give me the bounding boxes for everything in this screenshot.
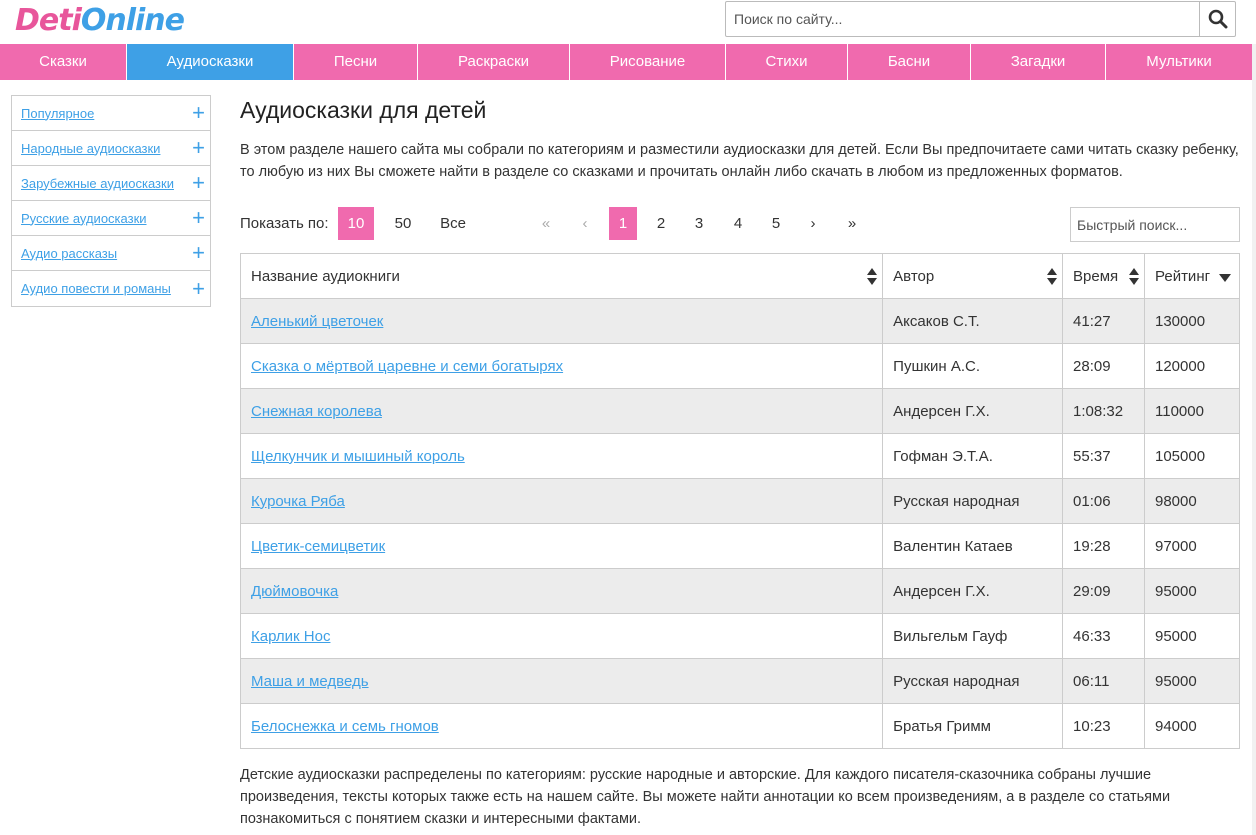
sort-both-icon[interactable] [1129,268,1139,285]
table-row [241,569,1240,614]
sidebar-link[interactable]: Зарубежные аудиосказки [21,175,174,191]
book-time: 41:27 [1063,299,1145,344]
book-time: 1:08:32 [1063,389,1145,434]
sort-desc-icon[interactable] [1219,274,1231,282]
nav-basni[interactable]: Басни [848,44,971,80]
book-title-cell [241,614,883,659]
search-button[interactable] [1199,2,1235,36]
book-title-cell [241,569,883,614]
show-per-page-label: Показать по: [240,215,329,232]
table-controls [240,207,1240,241]
site-search [725,1,1236,37]
sidebar-link[interactable]: Популярное [21,105,95,121]
book-time: 28:09 [1063,344,1145,389]
book-title-cell [241,524,883,569]
book-author: Вильгельм Гауф [883,614,1063,659]
book-rating: 130000 [1145,299,1240,344]
expand-plus-icon[interactable]: + [192,275,205,301]
book-author: Аксаков С.Т. [883,299,1063,344]
audiobooks-table [240,253,1240,749]
book-author: Валентин Катаев [883,524,1063,569]
book-rating: 120000 [1145,344,1240,389]
table-row [241,389,1240,434]
book-rating: 105000 [1145,434,1240,479]
book-title-cell [241,344,883,389]
book-time: 29:09 [1063,569,1145,614]
sidebar-link[interactable]: Народные аудиосказки [21,140,161,156]
book-rating: 95000 [1145,614,1240,659]
pager-prev[interactable]: ‹ [582,215,588,232]
nav-stihi[interactable]: Стихи [726,44,848,80]
nav-skazki[interactable]: Сказки [0,44,127,80]
book-link[interactable]: Щелкунчик и мышиный король [251,447,465,465]
pager-page-3[interactable]: 3 [694,215,704,232]
logo-deti: Deti [15,3,81,38]
per-page-50[interactable]: 50 [394,215,412,232]
book-author: Андерсен Г.Х. [883,389,1063,434]
expand-plus-icon[interactable]: + [192,205,205,230]
column-title-label: Название аудиокниги [251,267,400,285]
nav-pesni[interactable]: Песни [294,44,418,80]
book-title-cell [241,704,883,749]
expand-plus-icon[interactable]: + [192,135,205,160]
book-author: Русская народная [883,479,1063,524]
book-link[interactable]: Дюймовочка [251,582,339,600]
expand-plus-icon[interactable]: + [192,240,205,265]
column-header-time[interactable] [1063,254,1145,299]
book-link[interactable]: Цветик-семицветик [251,537,386,555]
nav-multiki[interactable]: Мультики [1146,53,1212,70]
table-row [241,344,1240,389]
site-header [0,0,1256,44]
pager-first[interactable]: « [541,215,551,232]
expand-plus-icon[interactable]: + [192,100,205,125]
sort-both-icon[interactable] [867,268,877,285]
book-rating: 94000 [1145,704,1240,749]
logo-online: Online [80,3,185,38]
book-rating: 95000 [1145,569,1240,614]
book-link[interactable]: Сказка о мёртвой царевне и семи богатырях [251,357,564,375]
column-rating-label: Рейтинг [1155,267,1211,285]
pager-page-5[interactable]: 5 [771,215,781,232]
sort-both-icon[interactable] [1047,268,1057,285]
quick-search-input[interactable] [1070,207,1240,242]
book-link[interactable]: Белоснежка и семь гномов [251,717,439,735]
pager-page-4[interactable]: 4 [733,215,743,232]
main-content [240,95,1240,183]
search-icon [1208,9,1228,29]
pager-page-2[interactable]: 2 [656,215,666,232]
book-link[interactable]: Маша и медведь [251,672,369,690]
per-page-all[interactable]: Все [440,215,466,232]
sidebar-item-novels [12,271,210,306]
search-input[interactable] [726,2,1199,36]
table-row [241,524,1240,569]
column-header-rating[interactable] [1145,254,1240,299]
book-link[interactable]: Снежная королева [251,402,382,420]
book-title-cell [241,299,883,344]
intro-text: В этом разделе нашего сайта мы собрали по категориям и разместили аудиосказки для детей. Если Вы предпочитаете сами читать сказку ребенку, то любую из них Вы сможете найти в разделе со сказками и прочитать онлайн либо скачать в любом из предложенных форматов. [240,142,1239,180]
book-link[interactable]: Карлик Нос [251,627,331,645]
sidebar-link[interactable]: Аудио повести и романы [21,281,171,296]
column-time-label: Время [1073,267,1119,285]
nav-raskraski[interactable]: Раскраски [418,44,570,80]
book-rating: 98000 [1145,479,1240,524]
table-row [241,614,1240,659]
sidebar-item-stories [12,236,210,271]
nav-zagadki[interactable]: Загадки [971,44,1106,80]
book-title-cell [241,659,883,704]
book-time: 10:23 [1063,704,1145,749]
book-time: 06:11 [1063,659,1145,704]
book-title-cell [241,434,883,479]
book-link[interactable]: Аленький цветочек [251,312,384,330]
book-author: Русская народная [883,659,1063,704]
site-logo[interactable] [15,2,184,40]
column-header-title[interactable] [241,254,883,299]
expand-plus-icon[interactable]: + [192,170,205,195]
sidebar-link[interactable]: Русские аудиосказки [21,210,147,226]
book-author: Братья Гримм [883,704,1063,749]
sidebar-item-folk [12,131,210,166]
sidebar-link[interactable]: Аудио рассказы [21,245,118,261]
table-row [241,299,1240,344]
book-time: 01:06 [1063,479,1145,524]
footer-description: Детские аудиосказки распределены по категориям: русские народные и авторские. Для каждого писателя-сказочника собраны лучшие произведения, тексты которых также есть на нашем сайте. Вы можете найти аннотации ко всем произведениям, а в разделе со статьями познакомиться с понятием сказки и интересными фактами. [240,767,1171,827]
sidebar-item-foreign [12,166,210,201]
main-nav [0,44,1252,80]
page-title: Аудиосказки для детей [240,97,487,123]
pager-next[interactable]: › [810,215,816,232]
per-page-10[interactable]: 10 [338,207,374,240]
book-time: 19:28 [1063,524,1145,569]
book-time: 46:33 [1063,614,1145,659]
sidebar-item-russian [12,201,210,236]
book-link[interactable]: Курочка Ряба [251,492,345,510]
book-author: Андерсен Г.Х. [883,569,1063,614]
table-row [241,659,1240,704]
nav-risovanie[interactable]: Рисование [570,44,726,80]
book-time: 55:37 [1063,434,1145,479]
book-title-cell [241,479,883,524]
sidebar-item-popular [12,96,210,131]
book-rating: 110000 [1145,389,1240,434]
table-row [241,434,1240,479]
column-header-author[interactable] [883,254,1063,299]
nav-audioskazki[interactable]: Аудиосказки [127,44,294,80]
pager-last[interactable]: » [847,215,857,232]
book-title-cell [241,389,883,434]
table-row [241,479,1240,524]
book-author: Гофман Э.Т.А. [883,434,1063,479]
book-author: Пушкин А.С. [883,344,1063,389]
table-row [241,704,1240,749]
book-rating: 97000 [1145,524,1240,569]
category-sidebar [11,95,211,307]
book-rating: 95000 [1145,659,1240,704]
page-scrollbar[interactable] [1252,44,1256,835]
column-author-label: Автор [893,267,935,285]
pager-page-1[interactable]: 1 [609,207,637,240]
